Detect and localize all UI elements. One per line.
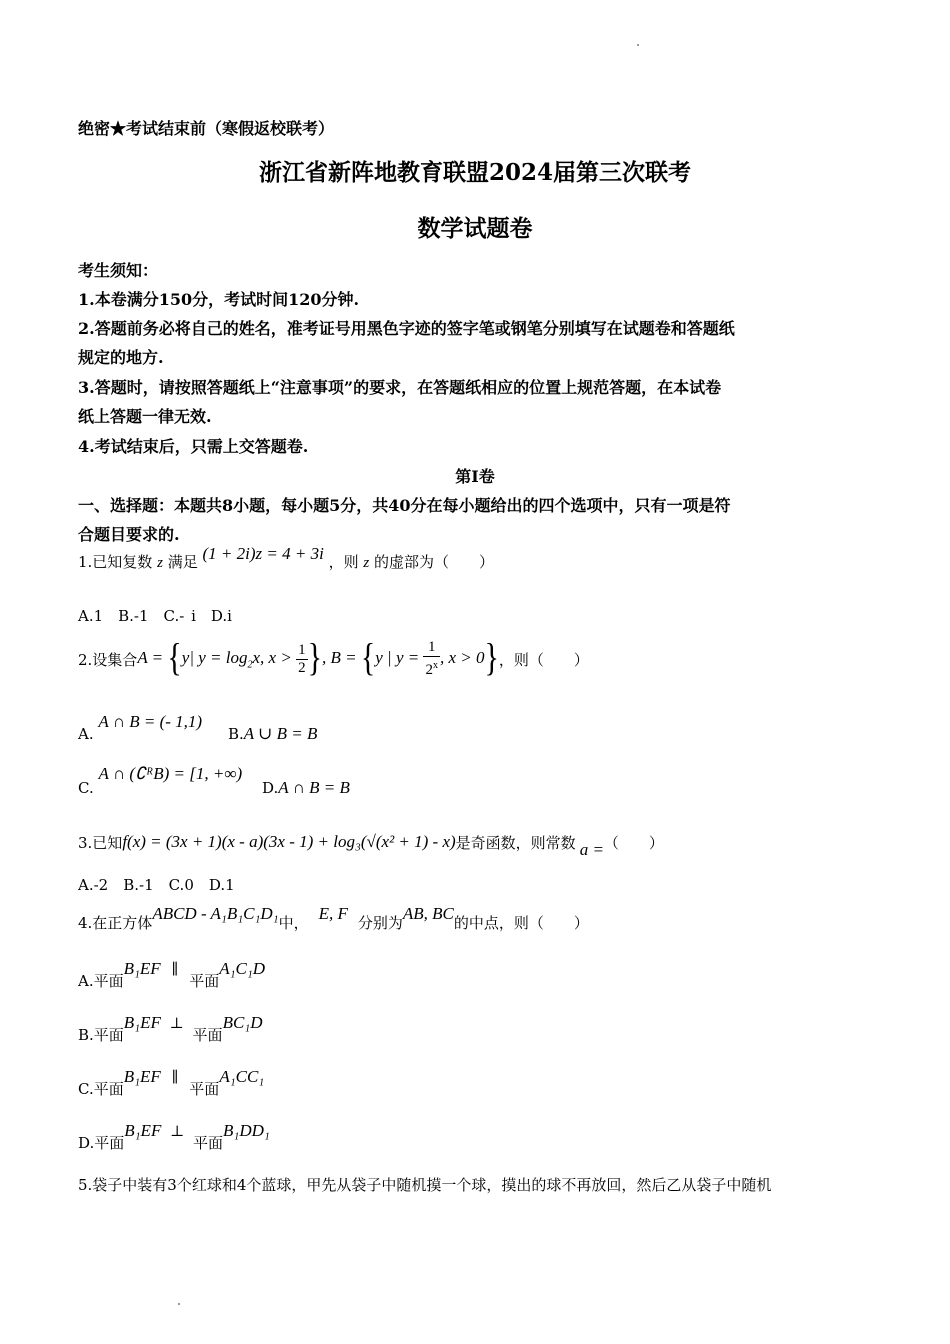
notice-heading: 考生须知： — [78, 261, 159, 280]
q2-option-d: D.A ∩ B = B — [262, 778, 350, 797]
volume-heading: 第I卷 — [455, 467, 495, 486]
question-1 — [78, 544, 495, 572]
exam-subtitle: 数学试题卷 — [417, 215, 533, 242]
notice-item-1: 1.本卷满分150分，考试时间120分钟. — [78, 290, 360, 309]
notice-item-2a: 2.答题前务必将自己的姓名，准考证号用黑色字迹的签字笔或钢笔分别填写在试题卷和答题纸 — [78, 319, 735, 338]
question-2 — [78, 634, 589, 684]
q1-equation: (1 + 2i)z = 4 + 3i — [202, 544, 324, 563]
scan-speck — [637, 44, 639, 46]
q4-points: E, F — [318, 904, 348, 923]
q2-option-b: B.A ∪ B = B — [228, 724, 318, 743]
question-4: 4.在正方体 ABCD - A₁B₁C₁D₁ 中， E, F 分别为 AB, BC 的中点，则（ ） — [78, 904, 589, 932]
notice-item-3a: 3.答题时，请按照答题纸上“注意事项”的要求，在答题纸相应的位置上规范答题，在本试卷 — [78, 378, 722, 397]
q2-tail: ，则（ ） — [498, 650, 589, 669]
q4-option-d: D.平面B₁EF ⊥ 平面B₁DD₁ — [78, 1121, 270, 1152]
q2-option-c: C. A ∩ (∁ᴿB) = [1, +∞) — [78, 764, 243, 797]
section-intro-b: 合题目要求的. — [78, 525, 180, 544]
q2-set-a: A = {y| $y = \log_2x$, x > $\frac{1}{2}$ }, B = {y | y = $\frac{1}{2^x}$ , x > 0} — [137, 636, 499, 680]
q3-options: A.-2 B.-1 C.0 D.1 — [78, 876, 235, 894]
scan-speck — [178, 1303, 180, 1305]
q1-mid: 满足 — [167, 553, 198, 571]
q3-var: a = — [579, 840, 604, 859]
notice-item-3b: 纸上答题一律无效. — [78, 407, 212, 426]
confidential-label: 绝密★考试结束前（寒假返校联考） — [78, 119, 335, 138]
q1-options: A.1 B.-1 C.- i D.i — [78, 607, 232, 625]
notice-item-2b: 规定的地方. — [78, 348, 164, 367]
q1-tail: 的虚部为（ ） — [374, 553, 495, 571]
q1-var-2: z — [363, 555, 370, 571]
q3-function: f(x) = (3x + 1)(x - a)(3x - 1) + log₃(√(x² + 1) - x) — [122, 832, 456, 851]
q1-then: ，则 — [328, 553, 359, 571]
q4-cube: ABCD - A₁B₁C₁D₁ — [152, 904, 279, 923]
q4-option-a: A.平面B₁EF ∥ 平面A₁C₁D — [78, 959, 266, 990]
q1-lead: 1.已知复数 — [78, 553, 153, 571]
q2-option-a: A. A ∩ B = (- 1,1) — [78, 712, 203, 743]
question-5: 5.袋子中装有3个红球和4个蓝球，甲先从袋子中随机摸一个球，摸出的球不再放回，然后乙从袋子中随机 — [78, 1176, 772, 1194]
q2-lead: 2.设集合 — [78, 650, 138, 669]
q4-option-b: B.平面B₁EF ⊥ 平面BC₁D — [78, 1013, 263, 1044]
q4-edges: AB, BC — [402, 904, 454, 923]
question-3: 3.已知 f(x) = (3x + 1)(x - a)(3x - 1) + log₃(√(x² + 1) - x) 是奇函数，则常数 a = （ ） — [78, 832, 664, 859]
exam-title: 浙江省新阵地教育联盟2024届第三次联考 — [258, 159, 691, 186]
q4-option-c: C.平面B₁EF ∥ 平面A₁CC₁ — [78, 1067, 265, 1098]
section-intro-a: 一、选择题：本题共8小题，每小题5分，共40分在每小题给出的四个选项中，只有一项是符 — [78, 496, 731, 515]
q1-var: z — [157, 555, 163, 571]
notice-item-4: 4.考试结束后，只需上交答题卷. — [78, 437, 309, 456]
